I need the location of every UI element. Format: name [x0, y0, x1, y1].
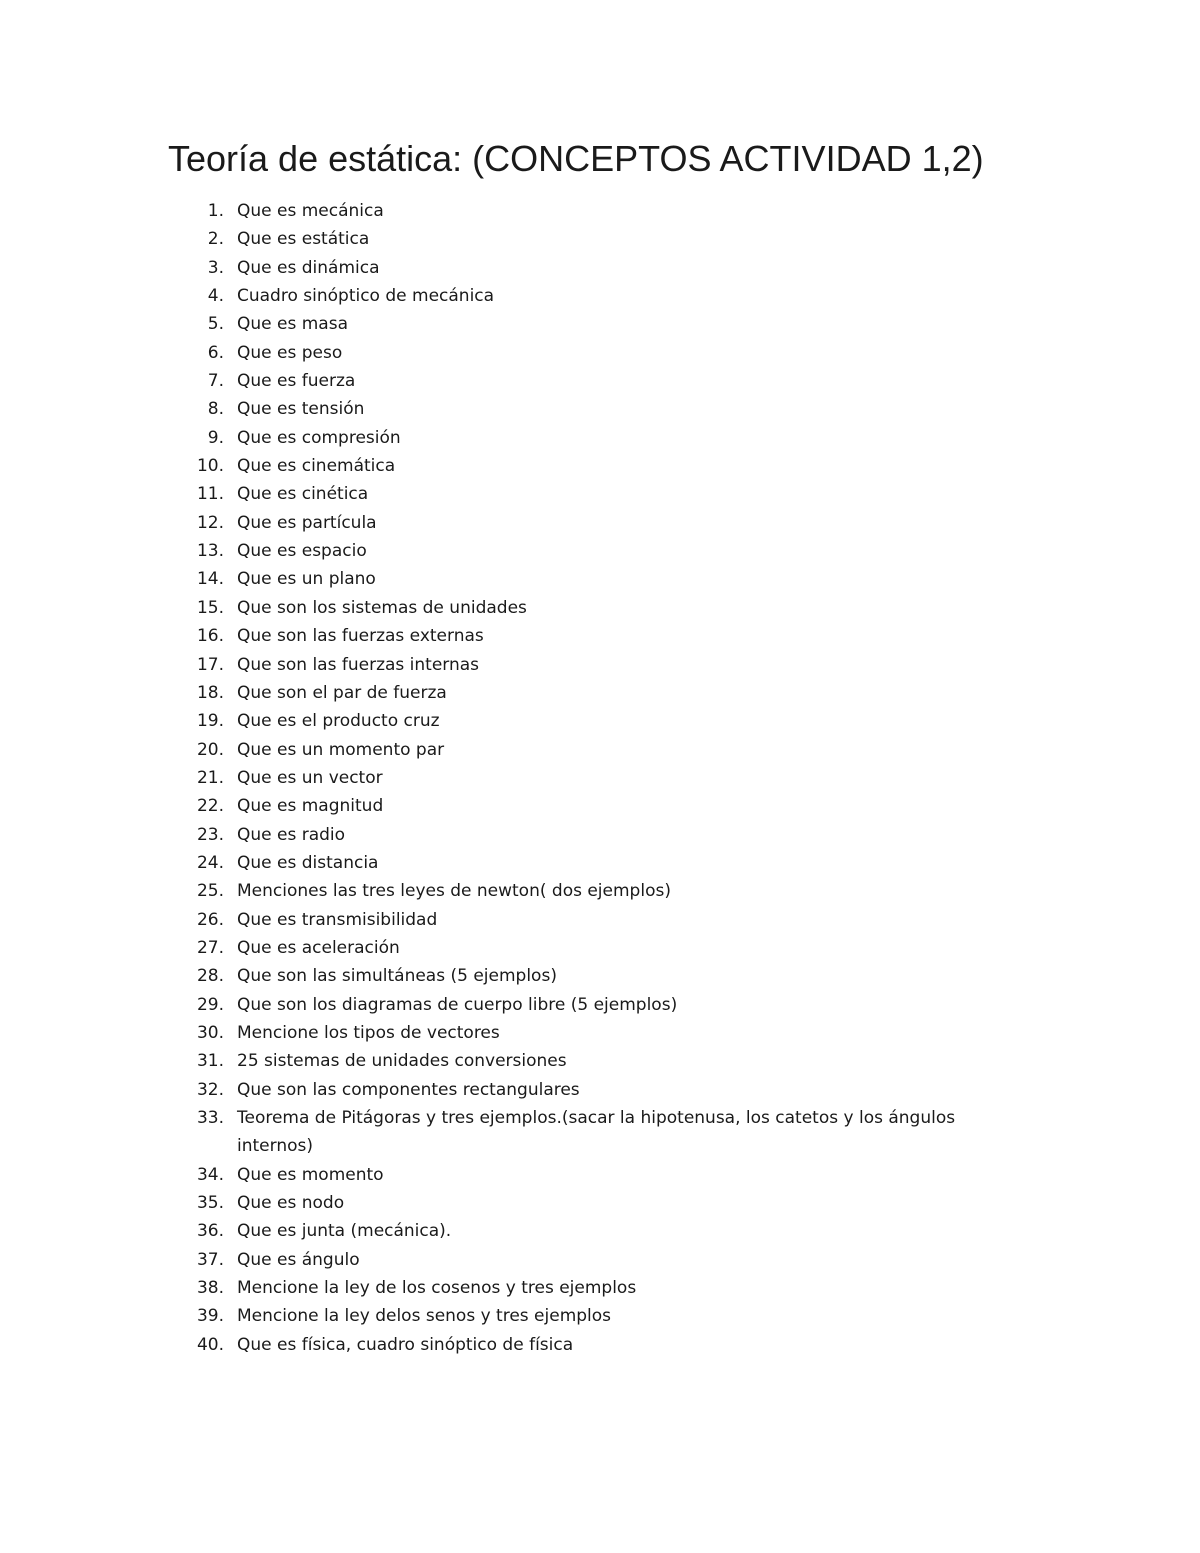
list-item-text: Que es espacio — [237, 541, 367, 562]
list-item — [0, 537, 977, 565]
list-item-text: Que es un vector — [237, 767, 383, 788]
list-item-text: Que es peso — [237, 342, 343, 363]
list-item-text: Que es cinética — [237, 484, 369, 505]
list-item — [0, 1047, 977, 1075]
list-item-text: Que es un momento par — [237, 739, 445, 760]
list-item — [0, 877, 977, 905]
list-item-number: 13. — [196, 541, 224, 562]
list-item-text: 25 sistemas de unidades conversiones — [237, 1051, 567, 1072]
list-item — [0, 1161, 977, 1189]
list-item-number: 11. — [196, 484, 224, 505]
list-item-text: Que es estática — [237, 229, 370, 250]
list-item-text: Que es junta (mecánica). — [237, 1221, 452, 1242]
list-item-number: 19. — [196, 711, 224, 732]
list-item — [0, 651, 977, 679]
list-item-text: Que es masa — [237, 314, 348, 335]
list-item-text: Menciones las tres leyes de newton( dos ejemplos) — [237, 881, 671, 902]
list-item-number: 37. — [196, 1249, 224, 1270]
list-item-number: 17. — [196, 654, 224, 675]
list-item-number: 35. — [196, 1193, 224, 1214]
list-item-number: 32. — [196, 1079, 224, 1100]
list-item-number: 15. — [196, 597, 224, 618]
list-item-number: 31. — [196, 1051, 224, 1072]
list-item-text: Que es un plano — [237, 569, 376, 590]
list-item-text: Que es el producto cruz — [237, 711, 440, 732]
list-item-number: 27. — [196, 937, 224, 958]
list-item-text: Que es transmisibilidad — [237, 909, 438, 930]
list-item-number: 8. — [207, 399, 224, 420]
list-item-text: Que es distancia — [237, 852, 379, 873]
list-item-number: 24. — [196, 852, 224, 873]
list-item-text: Que es compresión — [237, 427, 401, 448]
list-item — [0, 1019, 977, 1047]
list-item-number: 10. — [196, 456, 224, 477]
list-item — [0, 1331, 977, 1359]
list-item-number: 34. — [196, 1164, 224, 1185]
list-item-number: 18. — [196, 682, 224, 703]
list-item — [0, 1217, 977, 1245]
list-item-text: Que es fuerza — [237, 371, 356, 392]
list-item — [0, 395, 977, 423]
list-item — [0, 254, 977, 282]
list-item — [0, 1274, 977, 1302]
list-item — [0, 849, 977, 877]
list-item — [0, 934, 977, 962]
list-item — [0, 1076, 977, 1104]
list-item — [0, 991, 977, 1019]
list-item-text: Que son las fuerzas externas — [237, 626, 484, 647]
list-item-text: Que es momento — [237, 1164, 384, 1185]
list-item — [0, 367, 977, 395]
page-title: Teoría de estática: (CONCEPTOS ACTIVIDAD 1,2) — [168, 138, 984, 179]
list-item-text: Que es nodo — [237, 1193, 345, 1214]
list-item-number: 20. — [196, 739, 224, 760]
list-item-text: Que es mecánica — [237, 201, 384, 221]
list-item-text: Que es aceleración — [237, 937, 400, 958]
question-list — [0, 197, 1200, 1359]
list-item-number: 29. — [196, 994, 224, 1015]
list-item — [0, 962, 977, 990]
list-item-text: Que son las simultáneas (5 ejemplos) — [237, 966, 557, 987]
list-item — [0, 1246, 977, 1274]
list-item — [0, 1104, 977, 1161]
list-item-number: 12. — [196, 512, 224, 533]
list-item-number: 14. — [196, 569, 224, 590]
list-item-number: 38. — [196, 1278, 224, 1299]
list-item-text: Que es partícula — [237, 512, 377, 533]
list-item-number: 39. — [196, 1306, 224, 1327]
list-item-number: 6. — [207, 342, 224, 363]
list-item-text: Que es tensión — [237, 399, 365, 420]
list-item-text: Que son el par de fuerza — [237, 682, 447, 703]
list-item-number: 4. — [207, 286, 224, 307]
list-item-text: Que es física, cuadro sinóptico de física — [237, 1334, 574, 1355]
list-item — [0, 1302, 977, 1330]
list-item — [0, 679, 977, 707]
list-item-number: 22. — [196, 796, 224, 817]
list-item-text: Mencione los tipos de vectores — [237, 1022, 500, 1043]
list-item-number: 26. — [196, 909, 224, 930]
list-item-text: Que son las componentes rectangulares — [237, 1079, 580, 1100]
list-item-text: Que son las fuerzas internas — [237, 654, 480, 675]
list-item — [0, 764, 977, 792]
list-item — [0, 339, 977, 367]
list-item — [0, 282, 977, 310]
list-item-number: 33. — [196, 1108, 224, 1128]
list-item — [0, 792, 977, 820]
list-item-number: 30. — [196, 1022, 224, 1043]
list-item-number: 3. — [207, 257, 224, 278]
list-item — [0, 622, 977, 650]
list-item-text: Que es dinámica — [237, 257, 380, 278]
list-item — [0, 707, 977, 735]
list-item-number: 25. — [196, 881, 224, 902]
list-item-text: Mencione la ley de los cosenos y tres ejemplos — [237, 1278, 637, 1299]
list-item-number: 23. — [196, 824, 224, 845]
list-item-text: Mencione la ley delos senos y tres ejemplos — [237, 1306, 612, 1327]
list-item — [0, 225, 977, 253]
list-item-text: Que es magnitud — [237, 796, 384, 817]
list-item-number: 1. — [207, 201, 224, 221]
list-item-text: Que es radio — [237, 824, 346, 845]
list-item — [0, 594, 977, 622]
list-item — [0, 424, 977, 452]
list-item-text: Que es cinemática — [237, 456, 396, 477]
list-item-text: Teorema de Pitágoras y tres ejemplos.(sacar la hipotenusa, los catetos y los ángulos internos) — [237, 1108, 956, 1157]
list-item — [0, 906, 977, 934]
list-item-text: Cuadro sinóptico de mecánica — [237, 286, 495, 307]
list-item-text: Que es ángulo — [237, 1249, 360, 1270]
list-item — [0, 736, 977, 764]
list-item-number: 21. — [196, 767, 224, 788]
list-item-number: 9. — [207, 427, 224, 448]
list-item — [0, 1189, 977, 1217]
list-item-number: 7. — [207, 371, 224, 392]
list-item-number: 40. — [196, 1334, 224, 1355]
list-item — [0, 310, 977, 338]
list-item-number: 36. — [196, 1221, 224, 1242]
list-item — [0, 197, 977, 225]
list-item-number: 28. — [196, 966, 224, 987]
list-item — [0, 509, 977, 537]
list-item-number: 16. — [196, 626, 224, 647]
list-item — [0, 821, 977, 849]
list-item — [0, 480, 977, 508]
list-item-number: 5. — [207, 314, 224, 335]
list-item-number: 2. — [207, 229, 224, 250]
list-item — [0, 452, 977, 480]
list-item-text: Que son los sistemas de unidades — [237, 597, 527, 618]
list-item-text: Que son los diagramas de cuerpo libre (5 ejemplos) — [237, 994, 678, 1015]
list-item — [0, 565, 977, 593]
